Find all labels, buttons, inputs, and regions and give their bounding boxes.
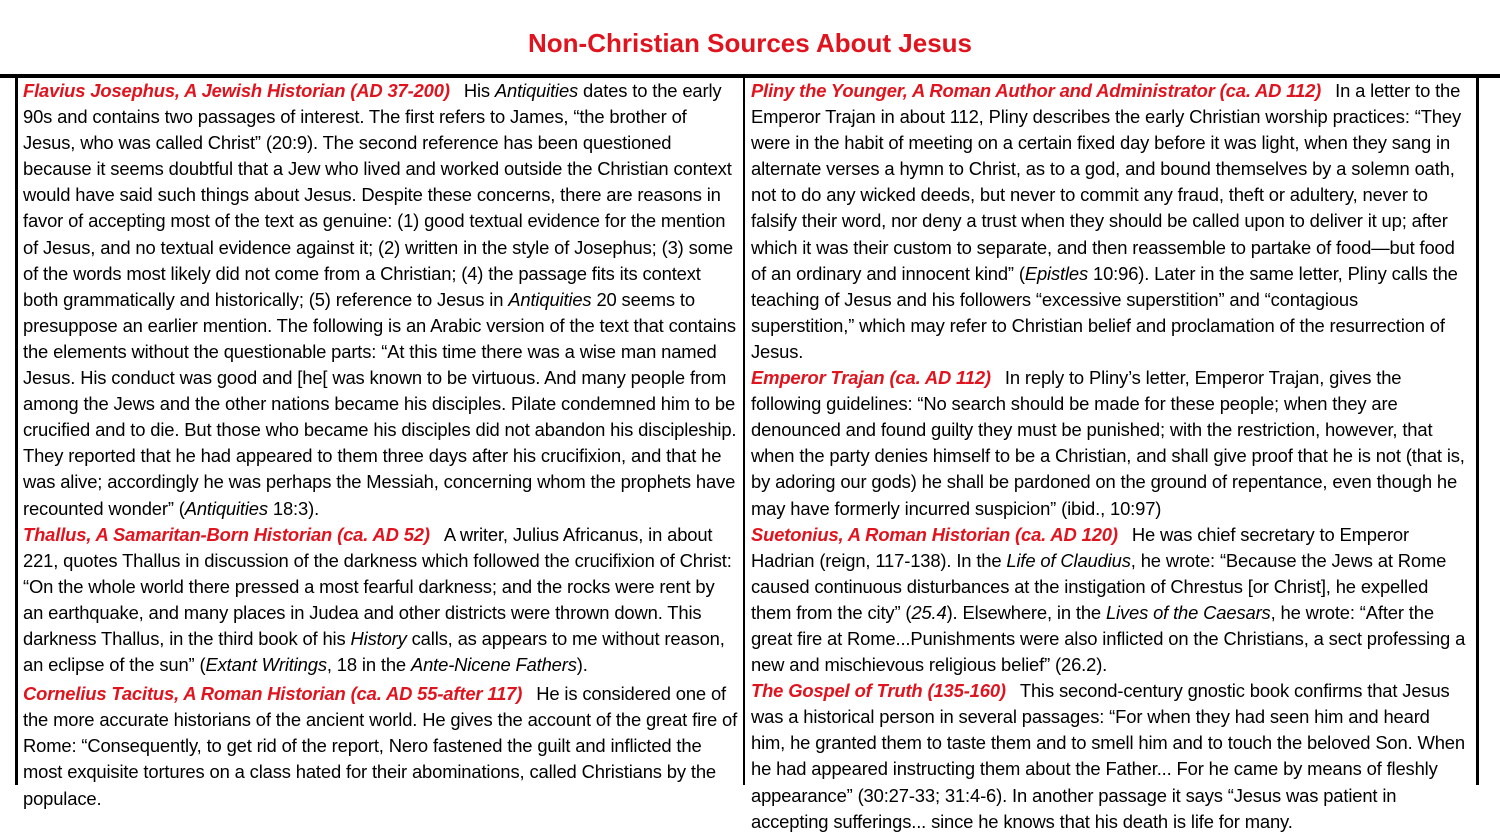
left-column bbox=[23, 78, 738, 809]
entry-body: calls, as appears to me without reason, an eclipse of the sun” ( bbox=[23, 627, 725, 676]
entry-heading: Cornelius Tacitus, A Roman Historian (ca. AD 55-after 117) bbox=[23, 683, 523, 705]
work-title: History bbox=[350, 627, 407, 649]
entry-body: He is considered one of the more accurate historians of the ancient world. He gives the account of the great fire of Rome: “Consequently, to get rid of the report, Nero fastened the guilt and inflicted the most exquisite tortures on a class hated for their abominations, called Christians by the populace. bbox=[23, 683, 738, 809]
entry-heading: Suetonius, A Roman Historian (ca. AD 120) bbox=[751, 523, 1118, 545]
entry-heading: The Gospel of Truth (135-160) bbox=[751, 680, 1006, 702]
entry-gospel-of-truth bbox=[751, 678, 1466, 835]
entry-thallus bbox=[23, 522, 738, 679]
work-title: Ante-Nicene Fathers bbox=[410, 654, 577, 676]
entry-text bbox=[23, 522, 738, 679]
right-column bbox=[751, 78, 1466, 832]
entry-body: 18:3). bbox=[267, 497, 320, 519]
entry-suetonius bbox=[751, 522, 1466, 679]
entry-body: In a letter to the Emperor Trajan in about 112, Pliny describes the early Christian worship practices: “They were in the habit of meeting on a certain fixed day before it was light, when they sang in alternate verses a hymn to Christ, as to a god, and bound themselves by a solemn oath, not to do any wicked deeds, but never to commit any fraud, theft or adultery, never to falsify their word, nor deny a trust when they should be called upon to deliver it up; after which it was their custom to separate, and then reassemble to partake of food—but food of an ordinary and innocent kind” ( bbox=[751, 80, 1461, 284]
entry-body: , 18 in the bbox=[326, 654, 411, 676]
work-title: Extant Writings bbox=[205, 654, 327, 676]
entry-body: In reply to Pliny’s letter, Emperor Trajan, gives the following guidelines: “No search should be made for these people; when they are denounced and found guilty they must be punished; with the restriction, however, that when the party denies himself to be a Christian, and shall give proof that he is not (that is, by adoring our gods) he shall be pardoned on the ground of repentance, even though he may have formerly incurred suspicion” (ibid., 10:97) bbox=[751, 367, 1465, 519]
work-title: Epistles bbox=[1024, 262, 1089, 284]
work-title: Life of Claudius bbox=[1006, 549, 1131, 571]
entry-text bbox=[751, 522, 1466, 679]
entry-body: His bbox=[463, 80, 495, 101]
work-title: Antiquities bbox=[508, 288, 592, 310]
entry-heading: Emperor Trajan (ca. AD 112) bbox=[751, 367, 991, 389]
entry-body: He was chief secretary to Emperor Hadrian (reign, 117-138). In the bbox=[751, 523, 1409, 571]
work-title: 25.4 bbox=[911, 601, 947, 623]
column-divider bbox=[743, 76, 745, 785]
entry-body: dates to the early 90s and contains two passages of interest. The first refers to James, “the brother of Jesus, who was called Christ” (20:9). The second reference has been questioned because it seems doubtful that a Jew who lived and worked outside the Christian context would have said such things about Jesus. Despite these concerns, there are reasons in favor of accepting most of the text as genuine: (1) good textual evidence for the mention of Jesus, and no textual evidence against it; (2) written in the style of Josephus; (3) some of the words most likely did not come from a Christian; (4) the passage fits its context both grammatically and historically; (5) reference to Jesus in bbox=[23, 80, 733, 310]
entry-pliny bbox=[751, 78, 1466, 365]
left-border bbox=[15, 76, 18, 785]
entry-body: , he wrote: “After the great fire at Rome...Punishments were also inflicted on the Christians, a sect professing a new and mischievous religious belief” (26.2). bbox=[751, 601, 1466, 676]
entry-heading: Pliny the Younger, A Roman Author and Administrator (ca. AD 112) bbox=[751, 80, 1322, 101]
work-title: Antiquities bbox=[184, 497, 268, 519]
entry-body: ). Elsewhere, in the bbox=[946, 601, 1106, 623]
entry-body: ). bbox=[576, 654, 588, 676]
entry-text bbox=[751, 678, 1466, 835]
entry-tacitus bbox=[23, 681, 738, 811]
work-title: Antiquities bbox=[494, 80, 579, 101]
entry-heading: Thallus, A Samaritan-Born Historian (ca. AD 52) bbox=[23, 523, 430, 545]
entry-text bbox=[23, 681, 738, 811]
entry-heading: Flavius Josephus, A Jewish Historian (AD 37-200) bbox=[23, 80, 450, 101]
right-border bbox=[1476, 76, 1479, 785]
entry-body: A writer, Julius Africanus, in about 221, quotes Thallus in discussion of the darkness which followed the crucifixion of Christ: “On the whole world there pressed a most fearful darkness; and the rocks were rent by an earthquake, and many places in Judea and other districts were thrown down. This darkness Thallus, in the third book of his bbox=[23, 523, 732, 649]
entry-body: , he wrote: “Because the Jews at Rome caused continuous disturbances at the instigation of Chrestus [or Christ], he expelled them from the city” ( bbox=[751, 549, 1447, 623]
work-title: Lives of the Caesars bbox=[1105, 601, 1271, 623]
entry-text bbox=[751, 78, 1466, 365]
entry-trajan bbox=[751, 365, 1466, 522]
entry-body: 20 seems to presuppose an earlier mention. The following is an Arabic version of the text that contains the elements without the questionable parts: “At this time there was a wise man named Jesus. His conduct was good and [he[ was known to be virtuous. And many people from among the Jews and the other nations became his disciples. Pilate condemned him to be crucified and to die. But those who became his disciples did not abandon his discipleship. They reported that he had appeared to them three days after his crucifixion, and that he was alive; accordingly he was perhaps the Messiah, concerning whom the prophets have recounted wonder” ( bbox=[23, 288, 737, 519]
entry-text bbox=[23, 78, 738, 522]
entry-text bbox=[751, 365, 1466, 522]
entry-josephus bbox=[23, 78, 738, 522]
entry-body: 10:96). Later in the same letter, Pliny calls the teaching of Jesus and his followers “excessive superstition” and “contagious superstition,” which may refer to Christian belief and proclamation of the resurrection of Jesus. bbox=[751, 262, 1458, 362]
entry-body: This second-century gnostic book confirms that Jesus was a historical person in several passages: “For when they had seen him and heard him, he granted them to taste them and to smell him and to touch the beloved Son. When he had appeared instructing them about the Father... For he came by means of fleshly appearance” (30:27-33; 31:4-6). In another passage it says “Jesus was patient in accepting sufferings... since he knows that his death is life for many. bbox=[751, 680, 1465, 832]
page-title: Non-Christian Sources About Jesus bbox=[528, 28, 972, 58]
